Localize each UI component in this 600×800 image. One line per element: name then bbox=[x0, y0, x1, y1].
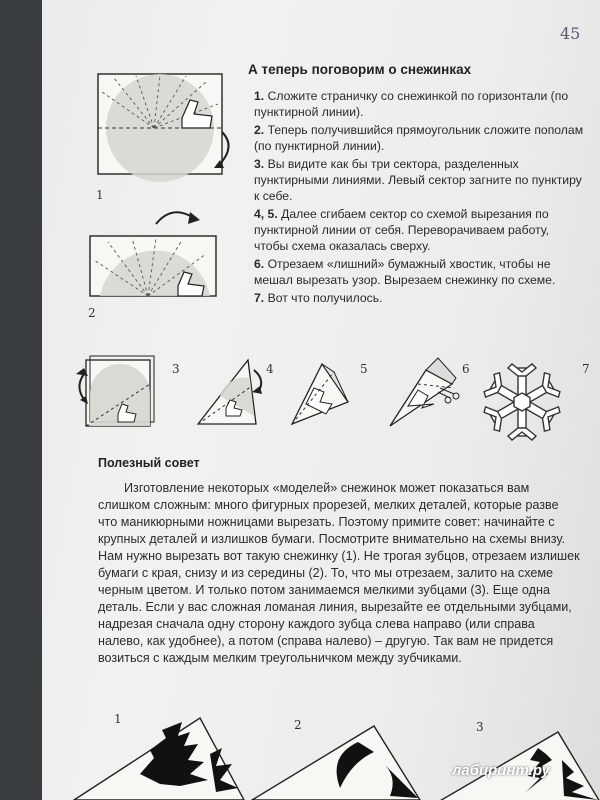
instruction-step: 2. Теперь получившийся прямоугольник сложите пополам (по пунктирной линии). bbox=[254, 123, 584, 153]
diagram-fold-2 bbox=[86, 202, 236, 302]
diagram-fold-4 bbox=[190, 356, 270, 436]
bottom-figure-label-1: 1 bbox=[114, 712, 122, 726]
figure-label-1: 1 bbox=[96, 188, 104, 202]
watermark-logo: лабиринт.ру bbox=[452, 762, 550, 779]
bottom-figure-label-3: 3 bbox=[476, 720, 484, 734]
book-page bbox=[42, 0, 600, 800]
figure-label-3: 3 bbox=[172, 362, 180, 376]
diagram-fold-1 bbox=[94, 70, 234, 180]
instruction-step: 1. Сложите страничку со снежинкой по горизонтали (по пунктирной линии). bbox=[254, 89, 569, 119]
page-number: 45 bbox=[560, 24, 581, 43]
diagram-fold-3 bbox=[72, 354, 162, 434]
instruction-step: 3. Вы видите как бы три сектора, разделенных пунктирными линиями. Левый сектор загните по пунктиру к себе. bbox=[254, 157, 582, 203]
instruction-list bbox=[254, 88, 584, 308]
diagram-fold-5 bbox=[284, 358, 364, 438]
figure-label-4: 4 bbox=[266, 362, 274, 376]
figure-label-5: 5 bbox=[360, 362, 368, 376]
figure-label-6: 6 bbox=[462, 362, 470, 376]
instruction-step: 4, 5. Далее сгибаем сектор со схемой вырезания по пунктирной линии от себя. Переворачиваем работу, чтобы схема оказалась сверху. bbox=[254, 207, 550, 253]
scheme-2 bbox=[248, 722, 428, 800]
figure-label-7: 7 bbox=[582, 362, 590, 376]
figure-label-2: 2 bbox=[88, 306, 96, 320]
tip-heading: Полезный совет bbox=[98, 456, 200, 470]
bottom-figure-label-2: 2 bbox=[294, 718, 302, 732]
tip-paragraph: Изготовление некоторых «моделей» снежинок может показаться вам слишком сложным: много фигурных прорезей, мелких деталей, которые разве что маникюрными ножницами вырезать. Поэтому примите совет: начинайте с крупных деталей и излишков бумаги. Посмотрите внимательно на схемы внизу. Нам нужно вырезать вот такую снежинку (1). Не трогая зубцов, отрезаем излишек бумаги с края, снизу и из середины (2). То, что мы отрезаем, залито на схеме черным цветом. И только потом занимаемся мелкими зубцами (3). Еще одна деталь. Если у вас сложная ломаная линия, вырезайте ее отдельными зубцами, надрезая сначала одну сторону каждого зубца слева направо (или справа налево, как удобнее), а потом (справа налево) – другую. Так вам не придется возиться с каждым мелким треугольничком между зубчиками. bbox=[98, 481, 580, 665]
diagram-fold-6 bbox=[378, 356, 468, 436]
section-heading: А теперь поговорим о снежинках bbox=[248, 62, 472, 77]
scheme-1 bbox=[70, 714, 250, 800]
instruction-step: 6. Отрезаем «лишний» бумажный хвостик, чтобы не мешал вырезать узор. Вырезаем снежинку по схеме. bbox=[254, 257, 556, 287]
instruction-step: 7. Вот что получилось. bbox=[254, 291, 383, 305]
snowflake-result bbox=[482, 362, 562, 442]
